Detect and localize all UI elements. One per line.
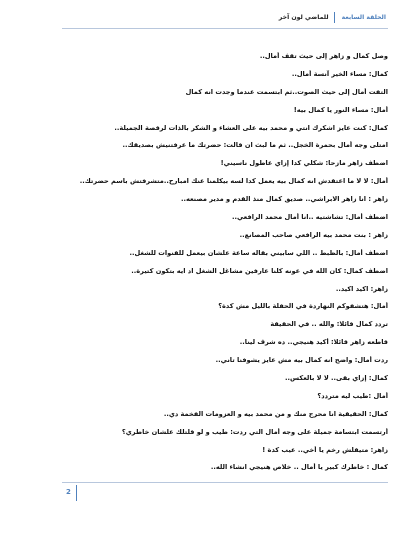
page-header [279, 10, 386, 24]
text-line: كمال: كنت عايز اشكرك انتي و محمد بيه على العشاء و الشكر بالذات لرقصة الجميلة.. [114, 123, 388, 132]
text-line: زاهر : بنت محمد بيه الرافعي صاحب المصانع.. [239, 230, 388, 239]
text-line: امتلى وجه أمال بحمرة الخجل.. ثم ما لبث ان قالت: حضرتك ما عرفتنيش بصديقك.. [122, 141, 388, 150]
page-number-bar [76, 485, 77, 501]
text-line: قاطعه زاهر قائلا: أكيد هنيجي.. ده شرف لينا.. [239, 338, 388, 347]
body-text [70, 52, 388, 481]
footer-rule [62, 482, 388, 483]
text-line: كمال: الحقيقية انا محرج منك و من محمد بيه و العزومات الفخمة دي.. [163, 409, 388, 418]
text-line: التفت أمال إلى حيث الصوت..ثم ابتسمت عندما وجدت انه كمال [185, 87, 388, 96]
text-line: زاهر: متيقلش رخم يا أخي.. عيب كدة ! [262, 445, 388, 454]
text-line: زاهر : انا زاهر الابراشي.. صديق كمال منذ القدم و مدير مصنعه.. [180, 195, 388, 204]
book-title: للماضي لون آخر [278, 13, 329, 21]
text-line: أمال: مساء النور يا كمال بيه! [293, 105, 388, 114]
text-line: أمال: لا لا ما اعتقدش انه كمال بيه يعمل كدا لسه بيكلمنا عنك امبارح..متشرفتش باسم حضرتك.. [79, 177, 388, 186]
text-line: تردد كمال قائلا: والله .. في الحقيقة [270, 320, 388, 329]
text-line: ردت أمال: واضح انه كمال بيه مش عايز يشوفنا تاني.. [215, 356, 388, 365]
text-line: كمال: مساء الخير آنسة أمال.. [291, 69, 388, 78]
text-line: اضطف كمال: كان الله في عونه كلنا عارفين مشاغل الشغل اد ايه بتكون كتيرة.. [131, 266, 388, 275]
text-line: أرتسمت ابتسامة جميلة على وجه أمال التي ردت: طيب و لو قلتلك علشان خاطري؟ [121, 427, 388, 436]
text-line: أمال: هتشفوكم النهاردة في الحفلة بالليل مش كدة؟ [218, 302, 388, 311]
text-line: اضطف أمال: بالظبط .. اللي سابيني بقاله ساعة علشان بيعمل للقنوات للشغل.. [129, 248, 388, 257]
text-line: كمال: إزاي بقى.. لا لا بالعكس.. [285, 374, 388, 383]
header-separator [334, 12, 335, 23]
text-line: اضطف أمال: تشاشتيه ..انا أمال محمد الرافعي.. [231, 213, 388, 222]
text-line: زاهر: اكيد اكيد.. [335, 284, 388, 293]
text-line: كمال : خاطرك كبير يا أمال .. خلاص هنيجي انشاء الله.. [210, 463, 388, 472]
chapter-title: الحلقة السابعة [341, 13, 386, 21]
text-line: وصل كمال و زاهر إلى حيث تقف أمال.. [259, 52, 388, 60]
page-number: 2 [66, 488, 71, 496]
text-line: اضطف زاهر مازحا: شكلي كدا إزاي عاطول ناسيني! [220, 159, 388, 168]
header-rule [62, 28, 388, 29]
text-line: أمال :طيب ليه متردد؟ [317, 391, 388, 400]
